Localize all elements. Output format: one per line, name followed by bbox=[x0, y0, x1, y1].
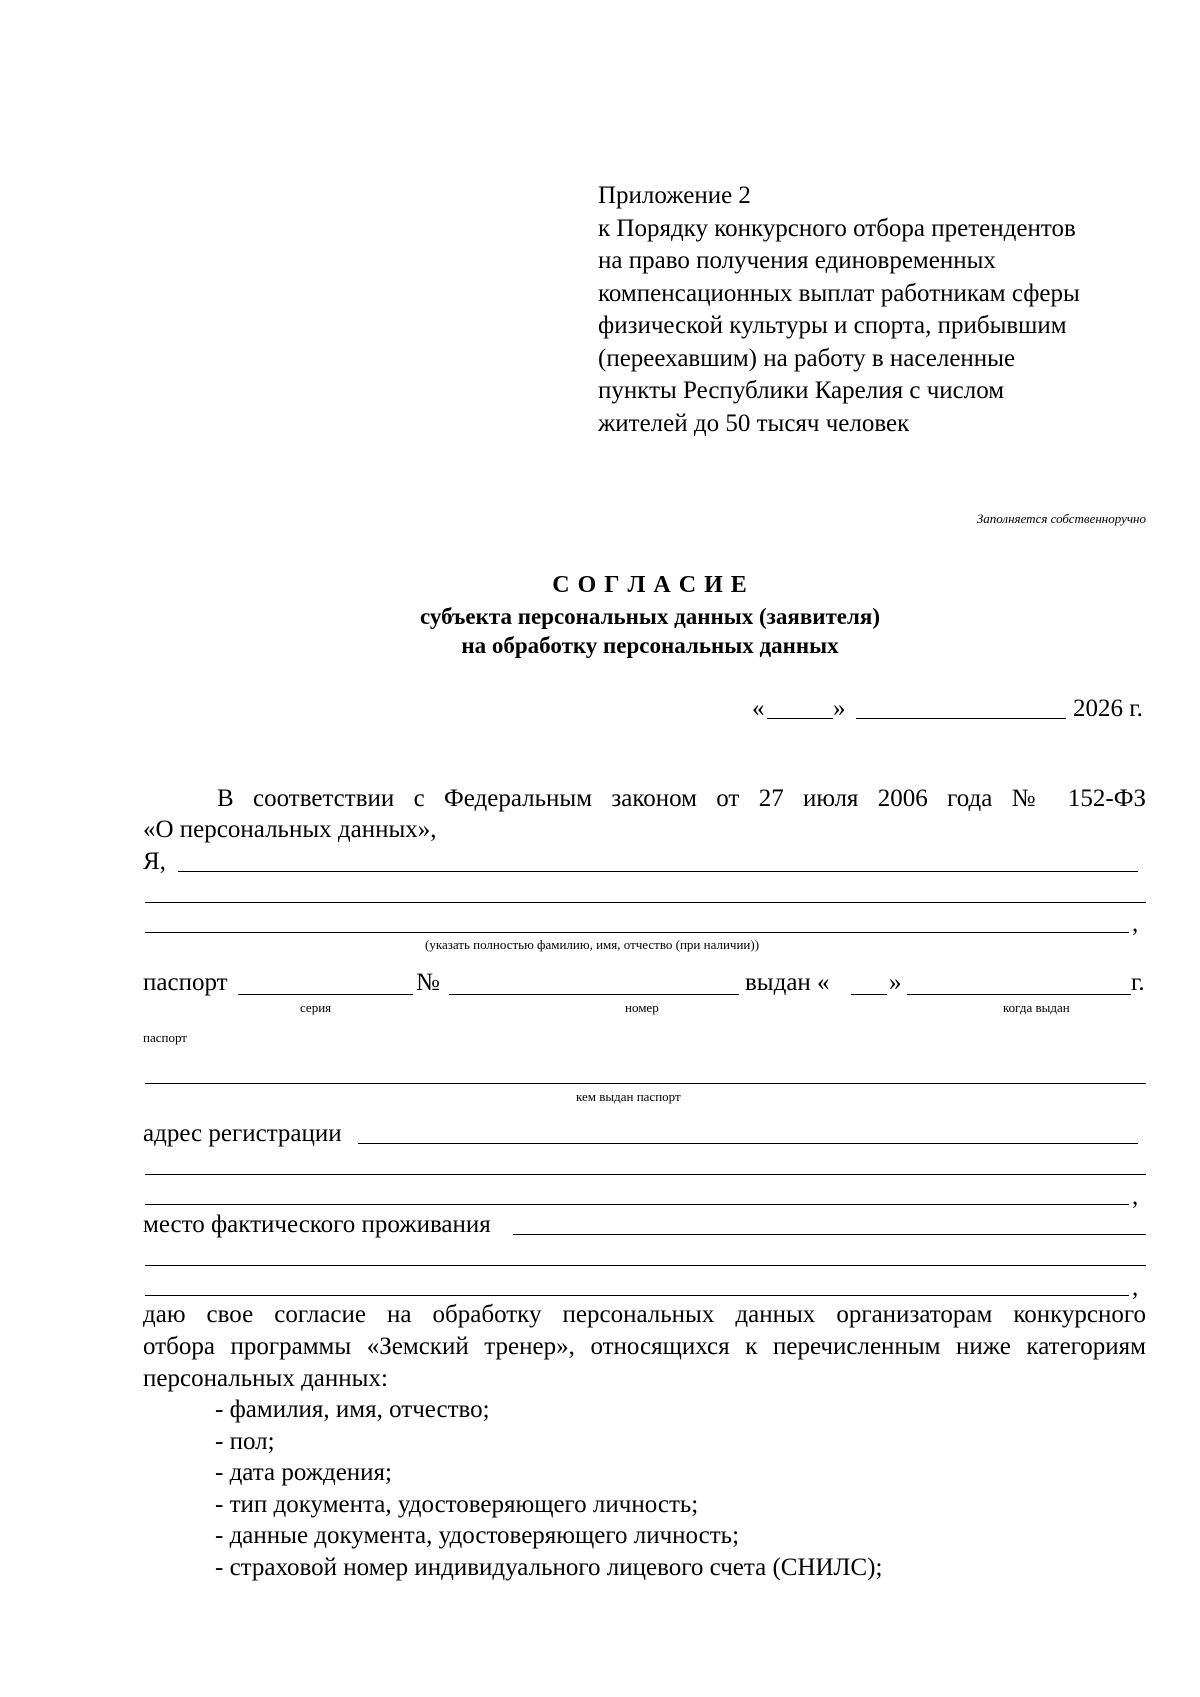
passport-issuer-field[interactable] bbox=[145, 1083, 1146, 1084]
residence-field[interactable] bbox=[513, 1234, 1146, 1235]
issuer-hint: кем выдан паспорт bbox=[576, 1089, 681, 1104]
passport-issued-label: выдан « bbox=[745, 969, 830, 996]
category-item: - пол; bbox=[215, 1428, 275, 1455]
appendix-line: (переехавшим) на работу в населенные bbox=[598, 344, 1016, 372]
passport-year-suffix: г. bbox=[1131, 969, 1145, 996]
consent-line: отбора программы «Земский тренер», относящихся к перечисленным ниже категориям bbox=[143, 1333, 1146, 1360]
passport-label: паспорт bbox=[143, 969, 228, 996]
residence-field-line2[interactable] bbox=[145, 1265, 1146, 1266]
number-hint: номер bbox=[625, 1000, 659, 1015]
passport-number-field[interactable] bbox=[449, 994, 739, 995]
intro-line: В соответствии с Федеральным законом от 27 июля 2006 года № 152-ФЗ bbox=[217, 785, 1146, 812]
appendix-header bbox=[598, 180, 1080, 440]
series-hint: серия bbox=[300, 1000, 332, 1015]
fill-by-hand-note: Заполняется собственноручно bbox=[976, 511, 1146, 526]
comma: , bbox=[1132, 1183, 1139, 1210]
fio-field[interactable] bbox=[178, 871, 1138, 872]
appendix-line: компенсационных выплат работникам сферы bbox=[598, 279, 1080, 307]
appendix-line: на право получения единовременных bbox=[598, 247, 996, 274]
intro-line: «О персональных данных», bbox=[143, 816, 437, 843]
fio-field-line2[interactable] bbox=[145, 902, 1146, 903]
document-subtitle: на обработку персональных данных bbox=[461, 633, 839, 658]
date-day-field[interactable] bbox=[767, 718, 833, 719]
registration-address-field-line2[interactable] bbox=[145, 1174, 1146, 1175]
comma: , bbox=[1132, 910, 1139, 937]
registration-address-label: адрес регистрации bbox=[143, 1120, 342, 1147]
residence-label: место фактического проживания bbox=[143, 1211, 491, 1238]
date-close-quote: » bbox=[833, 695, 846, 722]
appendix-title: Приложение 2 bbox=[598, 182, 751, 209]
date-month-field[interactable] bbox=[856, 718, 1066, 719]
appendix-line: физической культуры и спорта, прибывшим bbox=[598, 312, 1067, 339]
passport-issue-day-field[interactable] bbox=[851, 994, 887, 995]
ya-label: Я, bbox=[143, 848, 166, 875]
appendix-line: пункты Республики Карелия с числом bbox=[598, 377, 1005, 404]
when-issued-hint: когда выдан bbox=[1003, 1000, 1070, 1015]
category-item: - данные документа, удостоверяющего личность; bbox=[215, 1522, 740, 1549]
passport-number-sign: № bbox=[416, 969, 440, 996]
appendix-line: жителей до 50 тысяч человек bbox=[598, 409, 910, 437]
residence-field-line3[interactable] bbox=[145, 1295, 1129, 1296]
date-open-quote: « bbox=[752, 695, 765, 722]
consent-line: даю свое согласие на обработку персональных данных организаторам конкурсного bbox=[143, 1301, 1146, 1328]
document-title: С О Г Л А С И Е bbox=[552, 572, 748, 598]
category-item: - страховой номер индивидуального лицевого счета (СНИЛС); bbox=[215, 1554, 883, 1581]
fio-field-line3[interactable] bbox=[145, 932, 1129, 933]
consent-line: персональных данных: bbox=[143, 1365, 388, 1392]
document-subtitle: субъекта персональных данных (заявителя) bbox=[419, 604, 881, 629]
registration-address-field-line3[interactable] bbox=[145, 1204, 1129, 1205]
comma: , bbox=[1132, 1274, 1139, 1301]
passport-series-field[interactable] bbox=[238, 994, 413, 995]
passport-close-quote: » bbox=[889, 969, 902, 996]
fio-hint: (указать полностью фамилию, имя, отчество (при наличии)) bbox=[425, 937, 760, 952]
date-year: 2026 г. bbox=[1073, 695, 1143, 722]
appendix-line: к Порядку конкурсного отбора претендентов bbox=[598, 214, 1076, 242]
category-item: - дата рождения; bbox=[215, 1459, 392, 1486]
registration-address-field[interactable] bbox=[358, 1143, 1138, 1144]
passport-issue-date-field[interactable] bbox=[907, 994, 1131, 995]
category-item: - фамилия, имя, отчество; bbox=[215, 1396, 490, 1423]
passport-word: паспорт bbox=[143, 1030, 187, 1045]
category-item: - тип документа, удостоверяющего личность; bbox=[215, 1491, 699, 1518]
